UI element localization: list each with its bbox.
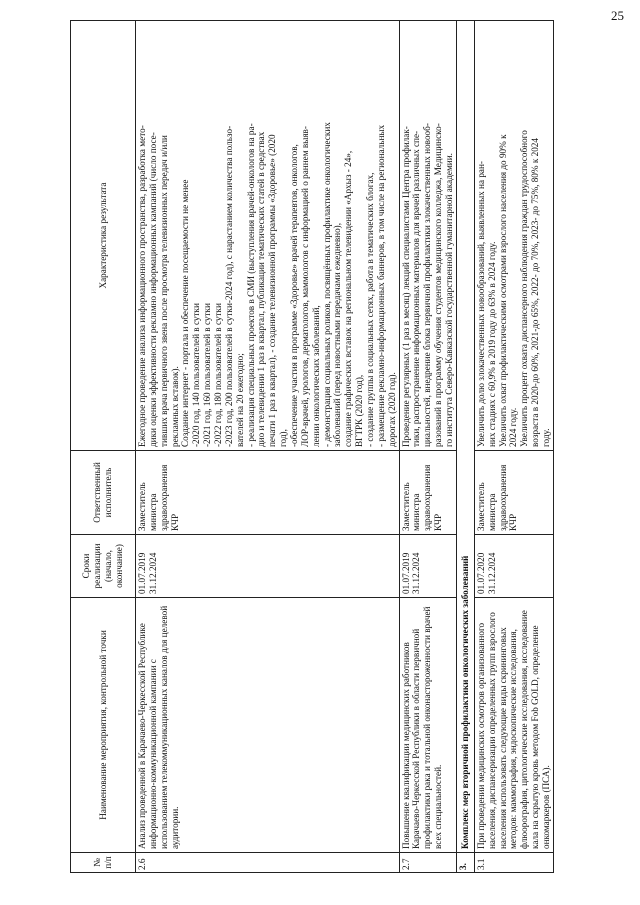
result-line: го института Северо-Кавказской государственной гуманитарной академии. xyxy=(444,153,455,447)
result-line: создание графических вставок на региональном телевидении «Архыз - 24», xyxy=(343,150,354,447)
result-line: ВГТРК (2020 год), xyxy=(354,374,365,447)
result-description xyxy=(474,21,553,451)
result-line: Проведение регулярных (1 раз в месяц) лекций специалистами Центра профилак- xyxy=(400,126,411,447)
table-row xyxy=(136,21,400,873)
result-line: Ежегодное проведение анализа информационного пространства, разработка мето- xyxy=(137,125,147,447)
header-name: Наименование мероприятия, контрольной точки xyxy=(71,598,136,853)
page-number: 25 xyxy=(611,8,624,23)
header-responsible: Ответственный исполнитель xyxy=(71,451,136,535)
measure-dates xyxy=(136,535,400,598)
result-line: разований в программу обучения студентов медицинского колледжа, Медицинско- xyxy=(433,123,444,447)
result-line: дорогах (2020 год). xyxy=(386,372,397,447)
header-num: № п/п xyxy=(71,853,136,873)
responsible-executor: Заместитель министра здравоохранения КЧР xyxy=(474,451,553,535)
result-line: дио и телевидении 1 раз в квартал, публикации тематических статей в средствах xyxy=(256,131,267,447)
start-date: 01.07.2019 xyxy=(400,552,411,594)
result-line: -обеспечение участия в программе «Здоровье» врачей терапевтов, онкологов, xyxy=(289,144,300,447)
row-number: 2.7 xyxy=(399,853,456,873)
result-line: Увеличить процент охвата диспансерного наблюдения граждан трудоспособного xyxy=(519,130,530,447)
result-line: -2021 год, 160 пользователей в сутки xyxy=(202,303,213,447)
result-line: - реализация специальных проектов в СМИ (выступления врачей-онкологов на ра- xyxy=(245,123,256,447)
result-line: Увеличить охват профилактическими осмотрами взрослого населения до 90% к xyxy=(497,134,508,447)
header-dates: Сроки реализации (начало, окончание) xyxy=(71,535,136,598)
section-row xyxy=(456,21,474,873)
measure-name: Анализ проведенной в Карачаево-Черкесской Республике информационно-коммуникационной кампании с использованием телекоммуникационных каналов для целевой аудитории. xyxy=(136,598,400,853)
result-line: -2020 год, 140 пользователей в сутки xyxy=(191,303,202,447)
result-line: Создание интернет - портала и обеспечение посещаемости не менее xyxy=(180,179,191,447)
header-result: Характеристика результата xyxy=(71,21,136,451)
responsible-executor: Заместитель министра здравоохранения КЧР xyxy=(136,451,400,535)
row-number: 3.1 xyxy=(474,853,553,873)
table-row xyxy=(474,21,553,873)
measure-name: Повышение квалификации медицинских работников Карачаево-Черкесской Республики в области первичной профилактики рака и тотальной онконастороженности врачей всех специальностей. xyxy=(399,598,456,853)
measure-name: При проведении медицинских осмотров организованного населения, диспансеризации определенных групп взрослого населения использовать следующие виды скрининговых методов: маммография, эндоскопические исследования, флюорография, цитологические исследования, исследование кала на скрытую кровь методом Fob GOLD, определение онкомаркеров (ПСА). xyxy=(474,598,553,853)
result-line: лении онкологических заболеваний, xyxy=(310,305,321,447)
result-line: -2023 год, 200 пользователей в сутки-2024 год), с нарастанием количества пользо- xyxy=(223,125,234,447)
result-line: дики оценки эффективности рекламно информационных кампаний (число посе- xyxy=(147,132,158,447)
end-date: 31.12.2024 xyxy=(147,552,158,594)
table-row xyxy=(399,21,456,873)
start-date: 01.07.2020 xyxy=(475,552,486,594)
section-title: Комплекс мер вторичной профилактики онкологических заболеваний xyxy=(456,21,474,853)
result-line: году. xyxy=(540,428,551,447)
end-date: 31.12.2024 xyxy=(486,552,497,594)
result-line: ЛОР-врачей, урологов, дерматологов, маммологов с информацией о раннем выяв- xyxy=(299,126,310,447)
measures-table xyxy=(70,20,554,873)
result-line: - создание группы в социальных сетях, работа в тематических блогах, xyxy=(365,172,376,447)
result-line: возраста в 2020-до 60%, 2021-до 65%, 2022- до 70%, 2023- до 75%, 80% к 2024 xyxy=(530,138,541,447)
end-date: 31.12.2024 xyxy=(411,552,422,594)
result-description xyxy=(136,21,400,451)
result-line: год), xyxy=(278,429,289,447)
result-line: - размещение рекламно-информационных баннеров, в том числе на региональных xyxy=(375,124,386,447)
result-line: тивших врача первичного звена после просмотра телевизионных передач и/или xyxy=(158,135,169,447)
result-line: заболеваний (перед новостными передачами ежедневно), xyxy=(332,222,343,447)
table-header-row xyxy=(71,21,136,873)
result-line: - демонстрация социальных роликов, посвящённых профилактике онкологических xyxy=(321,122,332,447)
result-line: -2022 год, 180 пользователей в сутки xyxy=(213,303,224,447)
result-line: рекламных вставок). xyxy=(169,366,180,447)
start-date: 01.07.2019 xyxy=(137,552,147,594)
measure-dates xyxy=(399,535,456,598)
result-line: 2024 году. xyxy=(508,407,519,447)
responsible-executor: Заместитель министра здравоохранения КЧР xyxy=(399,451,456,535)
result-description xyxy=(399,21,456,451)
section-number: 3. xyxy=(456,853,474,873)
result-line: вателей на 20 ежегодно; xyxy=(234,353,245,447)
result-line: циальностей, внедрение блока первичной профилактики злокачественных новооб- xyxy=(422,123,433,447)
result-line: печати 1 раз в квартал), - создание телевизионной программы «Здоровье» (2020 xyxy=(267,134,278,447)
result-line: тики, распространение информационных материалов для врачей различных спе- xyxy=(411,130,422,447)
result-line: них стадиях с 60,9% в 2019 году до 63% в 2024 году. xyxy=(486,241,497,447)
result-line: Увеличить долю злокачественных новообразований, выявленных на ран- xyxy=(475,161,486,447)
measure-dates xyxy=(474,535,553,598)
row-number: 2.6 xyxy=(136,853,400,873)
